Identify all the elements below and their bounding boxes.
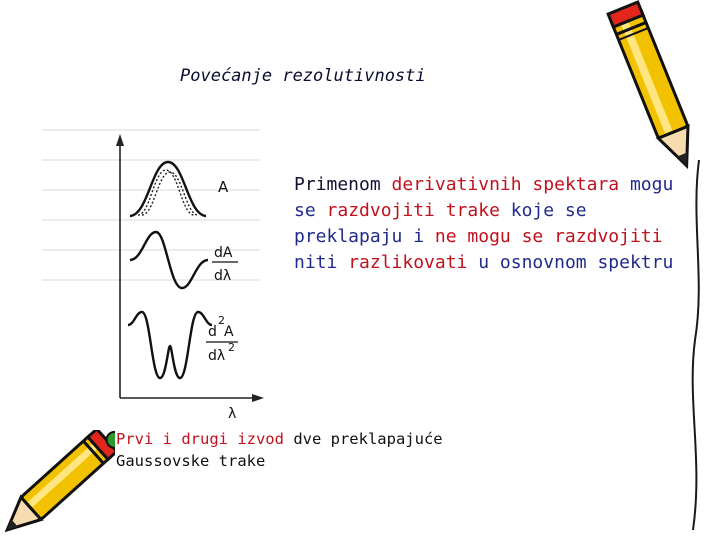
figure-caption [116, 428, 536, 472]
y-axis-arrow [116, 134, 124, 146]
body-text-5: u osnovnom spektru [467, 252, 674, 273]
pencil-icon-bottom [0, 430, 115, 540]
caption-highlight: Prvi i drugi izvod [116, 430, 284, 448]
label-d2a-d: d [208, 324, 217, 340]
slide-title: Povećanje rezolutivnosti [180, 66, 426, 86]
label-dl2-sup: 2 [228, 341, 235, 354]
body-text-highlight-2: razdvojiti trake [326, 200, 500, 221]
label-d2a-sup: 2 [218, 314, 225, 327]
body-text-4: niti [294, 252, 349, 273]
body-text-highlight-1: derivativnih spektara [391, 174, 620, 195]
body-text-highlight-3: ne mogu se razdvojiti [434, 226, 663, 247]
x-axis-label: λ [228, 406, 237, 422]
body-paragraph [294, 172, 694, 276]
pencil-icon [600, 0, 710, 180]
label-dl: dλ [214, 268, 232, 284]
x-axis-arrow [252, 394, 264, 402]
body-text-2: mogu se [294, 174, 674, 221]
body-text-1: Primenom [294, 174, 392, 195]
derivative-spectra-figure [20, 120, 280, 430]
band-curve-1 [138, 170, 194, 215]
label-dl2: dλ [208, 348, 226, 364]
second-derivative-curve [128, 312, 212, 378]
band-curve-2 [142, 172, 198, 215]
label-da: dA [214, 245, 233, 261]
caption-text: dve preklapajuće Gaussovske trake [116, 430, 443, 470]
label-d2a-a: A [224, 324, 234, 340]
body-text-highlight-4: razlikovati [348, 252, 468, 273]
body-text-3: koje se preklapaju i [294, 200, 587, 247]
label-a: A [218, 178, 229, 196]
